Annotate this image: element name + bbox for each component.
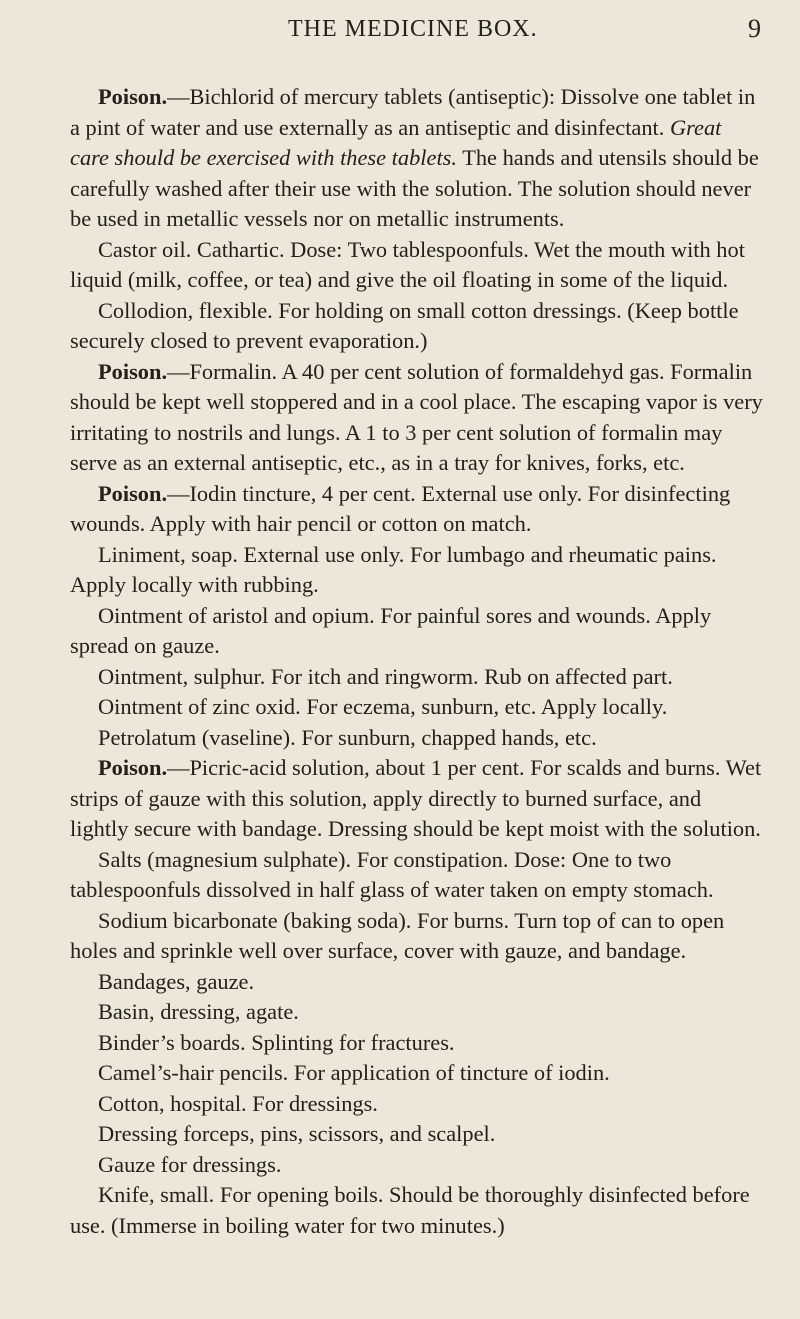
- entry-formalin: Poison.—Formalin. A 40 per cent solution of formaldehyd gas. Formalin should be kept well stoppered and in a cool place. The escaping vapor is very irritating to nostrils and lungs. A 1 to 3 per cent solution of formalin may serve as an external antiseptic, etc., as in a tray for knives, forks, etc.: [70, 358, 763, 475]
- entry-picric-acid: Poison.—Picric-acid solution, about 1 per cent. For scalds and burns. Wet strips of gauze with this solution, apply directly to burned surface, and lightly secure with bandage. Dressing should be kept moist with the solution.: [70, 755, 762, 841]
- page-header: [0, 8, 800, 48]
- entry-salts: Salts (magnesium sulphate). For constipation. Dose: One to two tablespoonfuls dissolved in half glass of water taken on empty stomach.: [70, 846, 714, 902]
- entry-castor-oil: Castor oil. Cathartic. Dose: Two tablespoonfuls. Wet the mouth with hot liquid (milk, coffee, or tea) and give the oil floating in some of the liquid.: [70, 236, 745, 292]
- poison-label: Poison.: [98, 755, 168, 780]
- entry-petrolatum: Petrolatum (vaseline). For sunburn, chapped hands, etc.: [98, 724, 597, 750]
- running-title: THE MEDICINE BOX.: [288, 16, 538, 42]
- entry-ointment-aristol: Ointment of aristol and opium. For painful sores and wounds. Apply spread on gauze.: [70, 602, 712, 658]
- entry-liniment: Liniment, soap. External use only. For lumbago and rheumatic pains. Apply locally with rubbing.: [70, 541, 717, 597]
- supply-item: Basin, dressing, agate.: [98, 999, 299, 1024]
- entry-sodium-bicarbonate: Sodium bicarbonate (baking soda). For burns. Turn top of can to open holes and sprinkle well over surface, cover with gauze, and bandage.: [70, 907, 725, 963]
- poison-label: Poison.: [98, 358, 168, 384]
- entry-iodin: Poison.—Iodin tincture, 4 per cent. External use only. For disinfecting wounds. Apply with hair pencil or cotton on match.: [70, 480, 731, 536]
- supply-item: Cotton, hospital. For dressings.: [98, 1090, 378, 1116]
- entry-ointment-sulphur: Ointment, sulphur. For itch and ringworm. Rub on affected part.: [98, 663, 673, 689]
- poison-label: Poison.: [98, 84, 168, 109]
- entry-bichlorid: Poison.—Bichlorid of mercury tablets (antiseptic): Dissolve one tablet in a pint of water and use externally as an antiseptic and disinfectant. Great care should be exercised with these tablets. The hands and utensils should be carefully washed after their use with the solution. The solution should never be used in metallic vessels nor on metallic instruments.: [70, 84, 759, 231]
- entry-ointment-zinc: Ointment of zinc oxid. For eczema, sunburn, etc. Apply locally.: [98, 694, 668, 719]
- entry-collodion: Collodion, flexible. For holding on small cotton dressings. (Keep bottle securely closed to prevent evaporation.): [70, 297, 739, 353]
- warning-text: Great care should be exercised with these tablets.: [70, 114, 722, 170]
- supply-item: Dressing forceps, pins, scissors, and scalpel.: [98, 1121, 496, 1146]
- supply-item: Camel’s-hair pencils. For application of tincture of iodin.: [98, 1060, 610, 1085]
- supply-item: Knife, small. For opening boils. Should be thoroughly disinfected before use. (Immerse in boiling water for two minutes.): [70, 1182, 750, 1238]
- supply-item: Bandages, gauze.: [98, 968, 255, 994]
- body-text: [70, 82, 763, 1241]
- supply-item: Binder’s boards. Splinting for fractures.: [98, 1029, 455, 1055]
- poison-label: Poison.: [98, 480, 168, 506]
- page-number: 9: [748, 14, 761, 43]
- supply-item: Gauze for dressings.: [98, 1151, 282, 1177]
